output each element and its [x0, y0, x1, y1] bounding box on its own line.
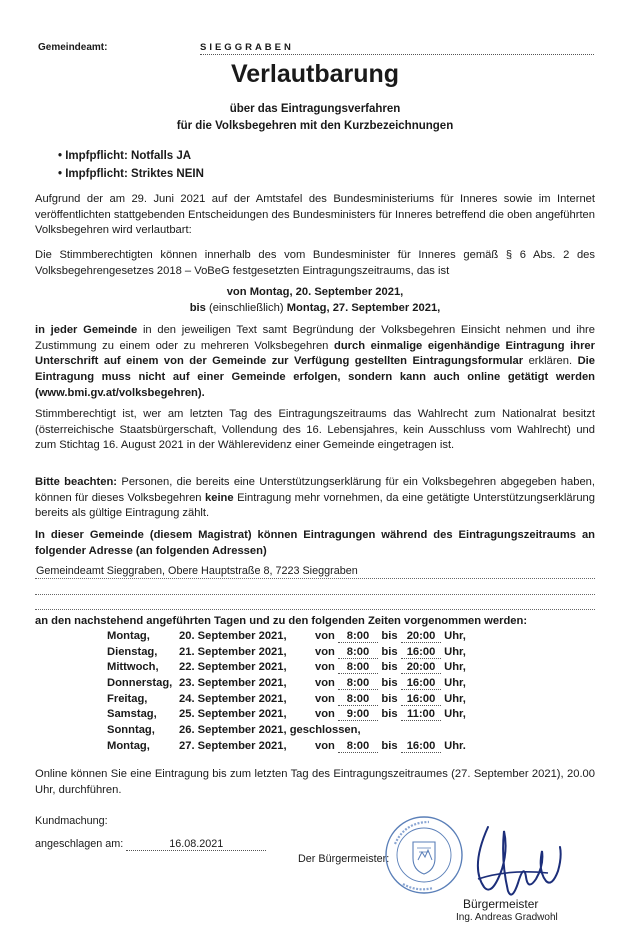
- period-to-note: (einschließlich): [208, 302, 284, 314]
- schedule-date: 21. September 2021,: [179, 645, 287, 658]
- word-bis: bis: [381, 645, 398, 658]
- time-from: 8:00: [338, 661, 378, 674]
- address-line: Gemeindeamt Sieggraben, Obere Hauptstraße 8, 7223 Sieggraben: [36, 565, 358, 577]
- word-bis: bis: [381, 708, 398, 721]
- time-to: 11:00: [401, 708, 441, 721]
- word-uhr: Uhr,: [444, 692, 466, 705]
- schedule-day: Montag,: [107, 739, 150, 752]
- p3-e: Die Eintragung muss nicht auf einer Gemeinde erfolgen, sondern kann auch online getätigt werden (www.bmi.gv.at/volksbegehren).: [35, 355, 595, 399]
- period-to-prefix: bis: [189, 302, 206, 314]
- document-title: Verlautbarung: [230, 60, 400, 88]
- time-to: 16:00: [401, 646, 441, 659]
- paragraph-period-intro: Die Stimmberechtigten können innerhalb des vom Bundesminister für Inneres gemäß § 6 Abs. 2 des Volksbegehrengesetzes 2018 – VoBeG festgesetzten Eintragungszeitraums, das ist: [35, 249, 595, 277]
- time-from: 9:00: [338, 708, 378, 721]
- word-uhr: Uhr,: [444, 661, 466, 674]
- p5-b: Personen, die bereits eine Unterstützungserklärung für ein Volksbegehren abgegeben haben, können für dieses Volksbegehren: [35, 476, 596, 504]
- schedule-date: 25. September 2021,: [179, 708, 287, 721]
- schedule-date: 22. September 2021,: [179, 661, 287, 674]
- p5-d: Eintragung mehr vornehmen, da eine getätigte Unterstützungserklärung bereits als gültige Eintragung zählt.: [35, 491, 595, 520]
- word-uhr: Uhr,: [444, 645, 466, 658]
- schedule-date: 26. September 2021, geschlossen,: [179, 724, 361, 737]
- schedule-table: [107, 630, 466, 756]
- word-von: von: [315, 661, 335, 674]
- bullet-2: • Impfpflicht: Striktes NEIN: [58, 168, 204, 180]
- header-label: Gemeindeamt:: [38, 42, 108, 53]
- period-from: von Montag, 20. September 2021,: [226, 286, 404, 298]
- time-to: 20:00: [401, 661, 441, 674]
- word-von: von: [315, 739, 335, 752]
- schedule-day: Montag,: [107, 630, 150, 642]
- time-to: 16:00: [401, 740, 441, 753]
- kundmachung-label: Kundmachung:: [35, 815, 108, 827]
- schedule-row: [107, 646, 466, 662]
- schedule-row: [107, 677, 466, 693]
- p3-b: in den jeweiligen Text samt Begründung der Volksbegehren Einsicht nehmen und ihre Zustimmung zu einem oder zu mehreren Volksbegehren: [35, 324, 595, 352]
- word-von: von: [315, 677, 335, 690]
- schedule-date: 27. September 2021,: [179, 739, 287, 752]
- word-bis: bis: [381, 630, 398, 642]
- period-to: [0, 302, 630, 314]
- posted-date: 16.08.2021: [126, 838, 266, 851]
- schedule-day: Freitag,: [107, 692, 148, 705]
- time-to: 16:00: [401, 677, 441, 690]
- address-dotted-line-3: [35, 609, 595, 610]
- word-von: von: [315, 692, 335, 705]
- word-bis: bis: [381, 677, 398, 690]
- time-to: 16:00: [401, 693, 441, 706]
- paragraph-intro: Aufgrund der am 29. Juni 2021 auf der Amtstafel des Bundesministeriums für Inneres sowie im Internet veröffentlichten stattgebenden Entscheidungen des Bundesministers für Inneres betreffend die oben angeführten Volksbegehren wird verlautbart:: [35, 193, 595, 237]
- schedule-row: [107, 740, 466, 756]
- word-bis: bis: [381, 739, 398, 752]
- subtitle-2: für die Volksbegehren mit den Kurzbezeichnungen: [176, 120, 454, 132]
- word-von: von: [315, 708, 335, 721]
- schedule-day: Samstag,: [107, 708, 157, 721]
- time-from: 8:00: [338, 646, 378, 659]
- bullet-1: • Impfpflicht: Notfalls JA: [58, 150, 192, 162]
- word-von: von: [315, 630, 335, 642]
- word-von: von: [315, 645, 335, 658]
- schedule-row: [107, 708, 466, 724]
- p5-a: Bitte beachten:: [35, 476, 118, 488]
- schedule-date: 24. September 2021,: [179, 692, 287, 705]
- time-to: 20:00: [401, 630, 441, 643]
- time-from: 8:00: [338, 740, 378, 753]
- time-from: 8:00: [338, 693, 378, 706]
- mayor-title: Bürgermeister: [463, 897, 539, 911]
- paragraph-online: Online können Sie eine Eintragung bis zum letzten Tag des Eintragungszeitraumes (27. September 2021), 20.00 Uhr, durchführen.: [35, 768, 595, 796]
- p5-c: keine: [205, 491, 234, 504]
- paragraph-times-intro: an den nachstehend angeführten Tagen und zu den folgenden Zeiten vorgenommen werden:: [35, 615, 528, 627]
- schedule-row-closed: [107, 724, 466, 740]
- mayor-label: Der Bürgermeister:: [298, 853, 390, 865]
- subtitle-1: über das Eintragungsverfahren: [229, 103, 401, 115]
- mayor-name: Ing. Andreas Gradwohl: [456, 912, 558, 923]
- time-from: 8:00: [338, 630, 378, 643]
- p3-a: in jeder Gemeinde: [35, 324, 138, 336]
- paragraph-note: [35, 475, 595, 522]
- bullet-text: Impfpflicht: Notfalls JA: [65, 150, 192, 162]
- schedule-row: [107, 630, 466, 646]
- schedule-date: 20. September 2021,: [179, 630, 287, 642]
- period-to-date: Montag, 27. September 2021,: [286, 302, 441, 314]
- word-uhr: Uhr,: [444, 630, 466, 642]
- p3-d: erklären.: [523, 355, 578, 368]
- municipal-seal-icon: [383, 814, 465, 896]
- word-bis: bis: [381, 661, 398, 674]
- schedule-day: Sonntag,: [107, 724, 155, 737]
- schedule-day: Dienstag,: [107, 645, 158, 658]
- paragraph-registration: [35, 323, 595, 402]
- posted-label: angeschlagen am:: [35, 838, 124, 850]
- schedule-day: Donnerstag,: [107, 677, 173, 690]
- word-uhr: Uhr,: [444, 677, 466, 690]
- paragraph-eligibility: Stimmberechtigt ist, wer am letzten Tag des Eintragungszeitraums das Wahlrecht zum Nationalrat besitzt (österreichische Staatsbürgerschaft, Vollendung des 16. Lebensjahres, kein Ausschluss vom Wahlrecht) und zum Stichtag 16. August 2021 in der Wählerevidenz einer Gemeinde eingetragen ist.: [35, 408, 595, 452]
- word-bis: bis: [381, 692, 398, 705]
- schedule-day: Mittwoch,: [107, 661, 159, 674]
- time-from: 8:00: [338, 677, 378, 690]
- schedule-row: [107, 661, 466, 677]
- word-uhr: Uhr,: [444, 708, 466, 721]
- paragraph-address-intro: In dieser Gemeinde (diesem Magistrat) können Eintragungen während des Eintragungszeitraums an folgender Adresse (an folgenden Adressen): [35, 529, 595, 557]
- posted-line: [35, 838, 266, 851]
- p3-c: durch einmalige eigenhändige Eintragung ihrer Unterschrift auf einem von der Gemeinde zur Verfügung gestellten Eintragungsformular: [35, 339, 595, 368]
- schedule-date: 23. September 2021,: [179, 677, 287, 690]
- schedule-row: [107, 693, 466, 709]
- bullet-text: Impfpflicht: Striktes NEIN: [65, 168, 204, 180]
- word-uhr-last: Uhr.: [444, 739, 466, 752]
- address-dotted-line-2: [35, 594, 595, 595]
- address-dotted-line-1: [35, 578, 595, 579]
- municipality-name: SIEGGRABEN: [200, 42, 594, 55]
